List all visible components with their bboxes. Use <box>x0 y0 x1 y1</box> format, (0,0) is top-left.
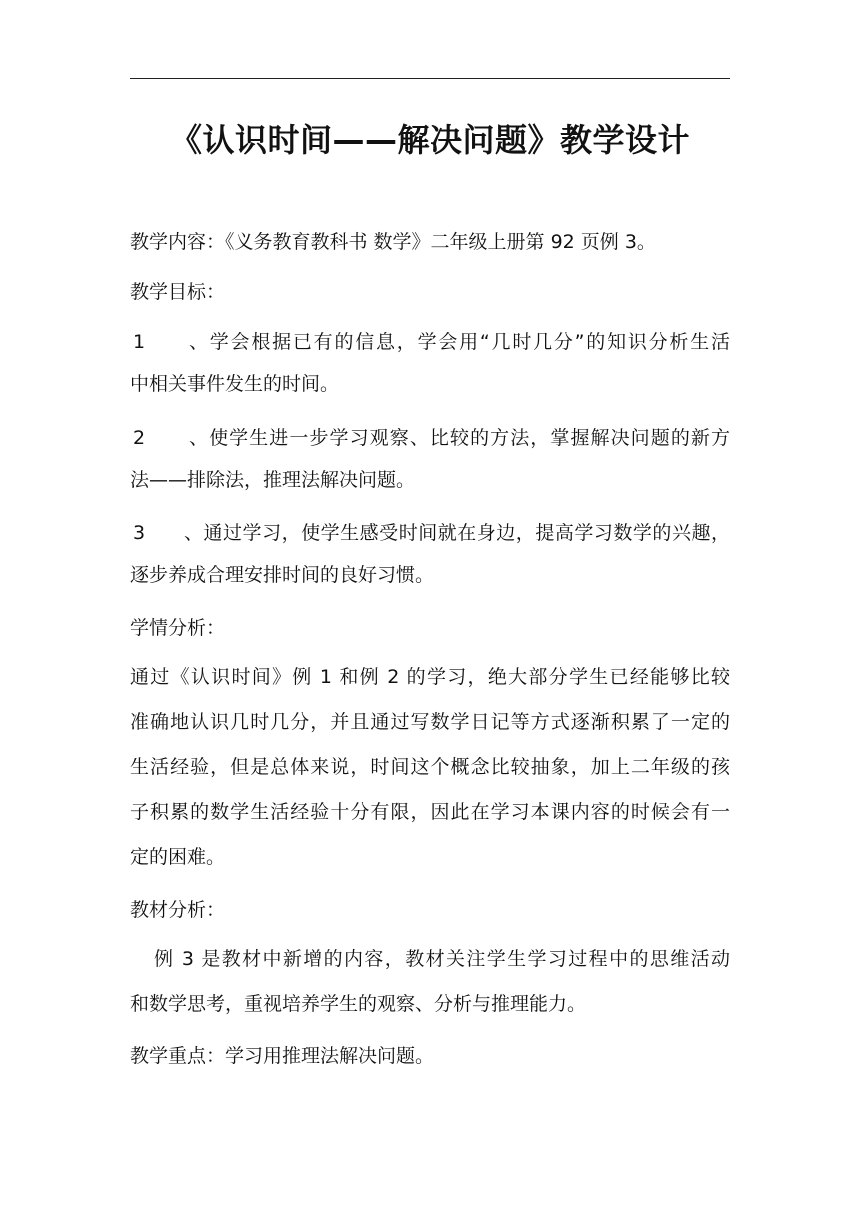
goal-item-2-number: 2、 <box>133 427 208 449</box>
teaching-key-point: 教学重点：学习用推理法解决问题。 <box>130 1045 435 1067</box>
material-analysis-line: 和数学思考，重视培养学生的观察、分析与推理能力。 <box>130 993 587 1015</box>
goal-item-2-text: 使学生进一步学习观察、比较的方法，掌握解决问题的新方 <box>208 427 730 449</box>
goals-heading: 教学目标： <box>130 281 226 303</box>
goal-item-3-continuation: 逐步养成合理安排时间的良好习惯。 <box>130 564 435 586</box>
goal-item-1-number: 1、 <box>133 331 208 353</box>
goal-item-1-first-line <box>130 327 730 357</box>
goal-item-1-continuation: 中相关事件发生的时间。 <box>130 373 340 395</box>
header-rule <box>130 78 730 79</box>
goal-item-2-continuation: 法——排除法，推理法解决问题。 <box>130 469 416 491</box>
goal-item-1-text: 学会根据已有的信息，学会用“几时几分”的知识分析生活 <box>208 331 730 353</box>
material-analysis-heading: 教材分析： <box>130 899 226 921</box>
material-analysis-line: 例 3 是教材中新增的内容，教材关注学生学习过程中的思维活动 <box>154 948 730 970</box>
goal-item-3-number: 3、 <box>133 522 203 544</box>
learner-analysis-heading: 学情分析： <box>130 617 226 639</box>
learner-analysis-line: 子积累的数学生活经验十分有限，因此在学习本课内容的时候会有一 <box>130 801 730 823</box>
goal-item-2-first-line <box>130 423 730 453</box>
learner-analysis-line: 准确地认识几时几分，并且通过写数学日记等方式逐渐积累了一定的 <box>130 711 730 733</box>
learner-analysis-line: 定的困难。 <box>130 846 226 868</box>
learner-analysis-line: 生活经验，但是总体来说，时间这个概念比较抽象，加上二年级的孩 <box>130 756 730 778</box>
document-title: 《认识时间——解决问题》教学设计 <box>169 121 690 159</box>
teaching-content-line: 教学内容：《义务教育教科书 数学》二年级上册第 92 页例 3。 <box>130 231 656 253</box>
goal-item-3-first-line <box>130 518 730 548</box>
goal-item-3-text: 通过学习，使学生感受时间就在身边，提高学习数学的兴趣， <box>203 522 730 544</box>
learner-analysis-line: 通过《认识时间》例 1 和例 2 的学习，绝大部分学生已经能够比较 <box>130 666 730 688</box>
